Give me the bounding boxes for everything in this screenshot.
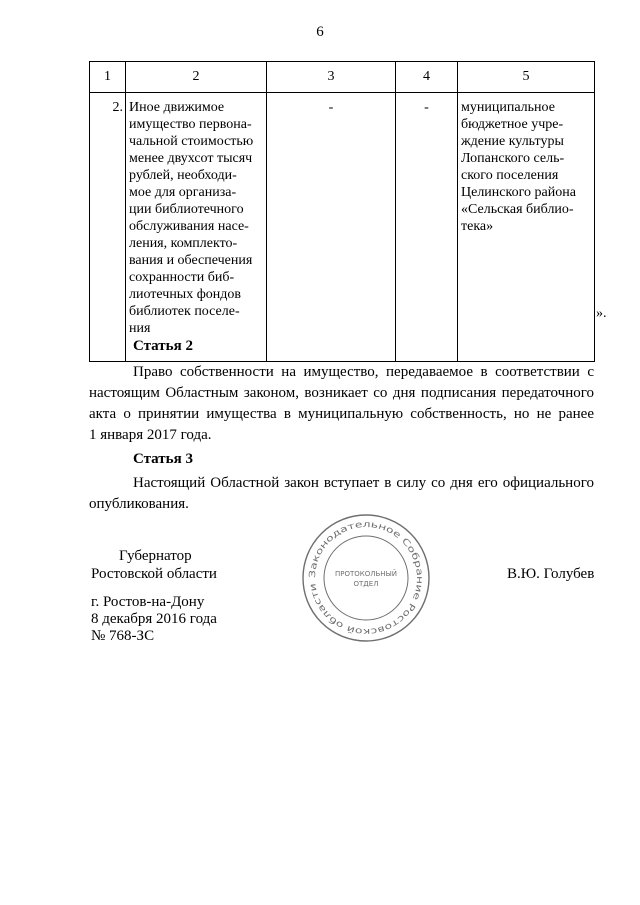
property-name-line: библиотек поселе- [129, 304, 240, 319]
stamp-inner-ring [324, 536, 408, 620]
property-name-line: менее двухсот тысяч [129, 151, 253, 166]
law-number: № 768-ЗС [91, 628, 155, 644]
closing-quote: ». [596, 306, 607, 321]
stamp-center-line2: ОТДЕЛ [353, 580, 379, 588]
recipient-line: муниципальное [461, 100, 555, 115]
column-4-value: - [396, 93, 458, 362]
stamp-ring-text: Законодательное Собрание Ростовской области [307, 519, 425, 637]
property-name-line: ления, комплекто- [129, 236, 238, 251]
property-name-cell [126, 93, 267, 362]
column-3-value: - [267, 93, 396, 362]
article-2-heading: Статья 2 [133, 338, 193, 354]
governor-title-line2: Ростовской области [91, 566, 217, 582]
article-2-line: 1 января 2017 года. [89, 427, 212, 443]
table-header-cell: 1 [90, 62, 126, 93]
table-header-cell: 2 [126, 62, 267, 93]
property-name-line: ции библиотечного [129, 202, 244, 217]
recipient-line: тека» [461, 219, 494, 234]
stamp-outer-ring [303, 515, 429, 641]
property-name-line: рублей, необходи- [129, 168, 237, 183]
property-name-line: вания и обеспечения [129, 253, 253, 268]
recipient-line: бюджетное учре- [461, 117, 564, 132]
article-3-line: опубликования. [89, 496, 189, 512]
property-name-line: ния [129, 321, 151, 336]
table-row [90, 93, 595, 362]
table-header-cell: 3 [267, 62, 396, 93]
article-3-heading: Статья 3 [133, 451, 193, 467]
property-name-line: сохранности биб- [129, 270, 235, 285]
property-name-line: имущество первона- [129, 117, 252, 132]
property-name-line: обслуживания насе- [129, 219, 249, 234]
article-2-line: Право собственности на имущество, передаваемое в соответствии с [133, 364, 594, 380]
recipient-cell [458, 93, 595, 362]
property-table [89, 61, 595, 362]
article-3-line: Настоящий Областной закон вступает в силу со дня его официального [133, 475, 594, 491]
property-name-line: Иное движимое [129, 100, 225, 115]
row-number: 2. [90, 93, 126, 362]
recipient-line: ждение культуры [461, 134, 564, 149]
recipient-line: Целинского района [461, 185, 576, 200]
property-name-line: лиотечных фондов [129, 287, 242, 302]
table-header-cell: 4 [396, 62, 458, 93]
page-number: 6 [316, 24, 324, 40]
table-header-row [90, 62, 595, 93]
article-2-line: настоящим Областным законом, возникает со дня подписания передаточного [89, 385, 594, 401]
article-3-text [89, 473, 594, 515]
official-stamp [300, 512, 432, 644]
property-name-line: чальной стоимостью [129, 134, 254, 149]
governor-name: В.Ю. Голубев [507, 566, 595, 582]
governor-title-line1: Губернатор [119, 548, 192, 564]
table-header-cell: 5 [458, 62, 595, 93]
article-2-line: акта о принятии имущества в муниципальную собственность, но не ранее [89, 406, 594, 422]
recipient-line: Лопанского сель- [461, 151, 565, 166]
recipient-line: ского поселения [461, 168, 559, 183]
signing-date: 8 декабря 2016 года [91, 611, 217, 627]
recipient-line: «Сельская библио- [461, 202, 574, 217]
article-2-text [89, 362, 594, 446]
property-name-line: мое для организа- [129, 185, 237, 200]
stamp-center-line1: ПРОТОКОЛЬНЫЙ [334, 570, 398, 578]
signing-city: г. Ростов-на-Дону [91, 594, 205, 610]
